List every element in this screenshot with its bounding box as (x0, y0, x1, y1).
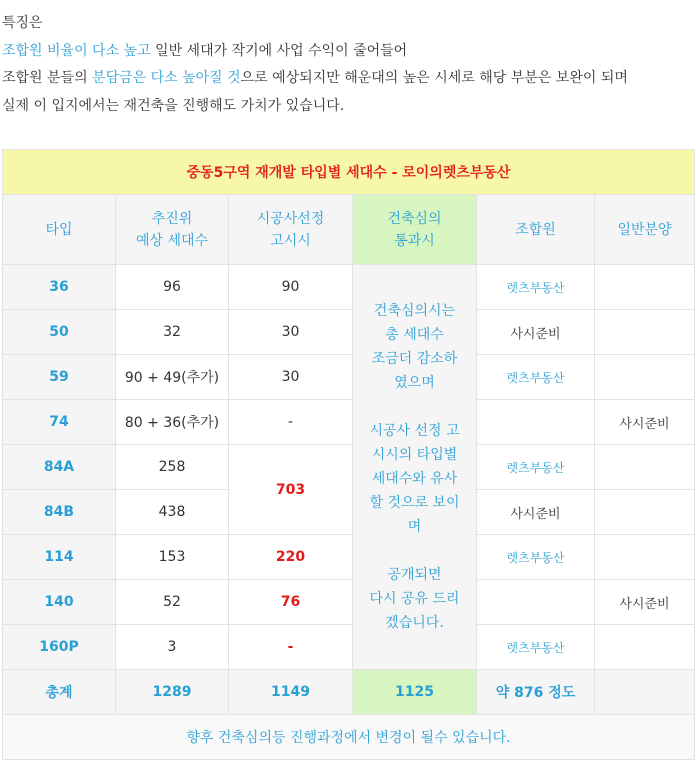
cell-member: 사시준비 (477, 490, 595, 535)
review-note-p3 (353, 563, 476, 635)
review-note-line: 세대수와 유사 (371, 471, 458, 487)
table-row (3, 580, 695, 625)
review-note-line: 건축심의시는 (373, 303, 456, 319)
review-note-p1 (353, 299, 476, 395)
review-note-p2 (353, 419, 476, 539)
intro-line-4: 실제 이 입지에서는 재건축을 진행해도 가치가 있습니다. (2, 97, 345, 114)
cell-type: 50 (3, 310, 116, 355)
table-title-row (3, 150, 695, 195)
cell-contractor: 220 (229, 535, 353, 580)
household-table (2, 149, 695, 760)
cell-contractor: 90 (229, 265, 353, 310)
header-member: 조합원 (477, 195, 595, 265)
intro-line-1: 특징은 (2, 15, 43, 31)
intro-line-2 (2, 38, 628, 66)
review-note (353, 265, 477, 670)
table-footer-note: 향후 건축심의등 진행과정에서 변경이 될수 있습니다. (3, 715, 695, 760)
table-footer-row (3, 715, 695, 760)
header-contractor (229, 195, 353, 265)
cell-contractor: - (229, 625, 353, 670)
header-review-line2: 통과시 (394, 232, 435, 249)
cell-estimated: 3 (116, 625, 229, 670)
cell-general (595, 265, 695, 310)
header-contractor-line2: 고시시 (270, 232, 311, 249)
cell-estimated: 258 (116, 445, 229, 490)
cell-contractor: 76 (229, 580, 353, 625)
table-row (3, 445, 695, 490)
cell-type: 84B (3, 490, 116, 535)
review-note-line: 할 것으로 보이 (369, 495, 460, 511)
intro-line-3-pre: 조합원 분들의 (2, 70, 93, 86)
cell-general (595, 535, 695, 580)
total-review: 1125 (353, 670, 477, 715)
review-note-line: 시시의 타입별 (371, 447, 458, 463)
review-note-line: 겠습니다. (385, 615, 444, 631)
header-estimated-line1: 추진위 (151, 210, 193, 227)
intro-highlight-ratio: 조합원 비율이 다소 높고 (2, 42, 151, 59)
header-contractor-line1: 시공사선정 (256, 210, 325, 227)
table-header-row (3, 195, 695, 265)
cell-member-link[interactable]: 렛츠부동산 (477, 625, 595, 670)
cell-contractor-merged: 703 (229, 445, 353, 535)
total-label: 총계 (3, 670, 116, 715)
review-note-line: 조금더 감소하 (371, 351, 458, 367)
header-estimated-line2: 예상 세대수 (135, 232, 209, 249)
cell-type: 140 (3, 580, 116, 625)
intro-highlight-contribution: 분담금은 다소 높아질 것 (92, 70, 241, 86)
cell-estimated: 32 (116, 310, 229, 355)
cell-general: 사시준비 (595, 400, 695, 445)
cell-contractor: 30 (229, 355, 353, 400)
total-estimated: 1289 (116, 670, 229, 715)
intro-line-2-rest: 일반 세대가 작기에 사업 수익이 줄어들어 (150, 42, 408, 59)
cell-member-link[interactable]: 렛츠부동산 (477, 355, 595, 400)
header-general: 일반분양 (595, 195, 695, 265)
review-note-line: 다시 공유 드리 (369, 591, 460, 607)
intro-line-3-rest: 으로 예상되지만 해운대의 높은 시세로 해당 부분은 보완이 되며 (240, 70, 628, 86)
intro-text (2, 10, 628, 120)
review-note-line: 며 (407, 519, 422, 535)
cell-estimated: 438 (116, 490, 229, 535)
cell-member (477, 580, 595, 625)
cell-contractor: - (229, 400, 353, 445)
header-review (353, 195, 477, 265)
cell-member-link[interactable]: 렛츠부동산 (477, 535, 595, 580)
table-title: 중동5구역 재개발 타입별 세대수 - 로이의렛츠부동산 (3, 150, 695, 195)
cell-general (595, 490, 695, 535)
table-row (3, 535, 695, 580)
cell-general (595, 445, 695, 490)
cell-general (595, 625, 695, 670)
review-note-line: 총 세대수 (385, 327, 444, 343)
cell-contractor: 30 (229, 310, 353, 355)
table-total-row (3, 670, 695, 715)
review-note-line: 였으며 (394, 375, 435, 391)
cell-type: 160P (3, 625, 116, 670)
header-estimated (116, 195, 229, 265)
cell-type: 84A (3, 445, 116, 490)
cell-general (595, 355, 695, 400)
cell-type: 36 (3, 265, 116, 310)
review-note-line: 공개되면 (387, 567, 442, 583)
total-member: 약 876 정도 (477, 670, 595, 715)
cell-estimated: 52 (116, 580, 229, 625)
header-review-line1: 건축심의 (387, 210, 442, 227)
cell-member-link[interactable]: 렛츠부동산 (477, 445, 595, 490)
cell-type: 114 (3, 535, 116, 580)
intro-line-3 (2, 65, 628, 93)
cell-general (595, 310, 695, 355)
cell-estimated: 80 + 36(추가) (116, 400, 229, 445)
cell-member-link[interactable]: 렛츠부동산 (477, 265, 595, 310)
cell-type: 74 (3, 400, 116, 445)
table-row (3, 355, 695, 400)
cell-estimated: 96 (116, 265, 229, 310)
cell-estimated: 90 + 49(추가) (116, 355, 229, 400)
review-note-line: 시공사 선정 고 (369, 423, 460, 439)
table-row (3, 400, 695, 445)
table-row (3, 310, 695, 355)
table-row (3, 625, 695, 670)
cell-general: 사시준비 (595, 580, 695, 625)
total-general (595, 670, 695, 715)
cell-type: 59 (3, 355, 116, 400)
cell-estimated: 153 (116, 535, 229, 580)
cell-member (477, 400, 595, 445)
header-type: 타입 (3, 195, 116, 265)
total-contractor: 1149 (229, 670, 353, 715)
table-row (3, 265, 695, 310)
cell-member: 사시준비 (477, 310, 595, 355)
